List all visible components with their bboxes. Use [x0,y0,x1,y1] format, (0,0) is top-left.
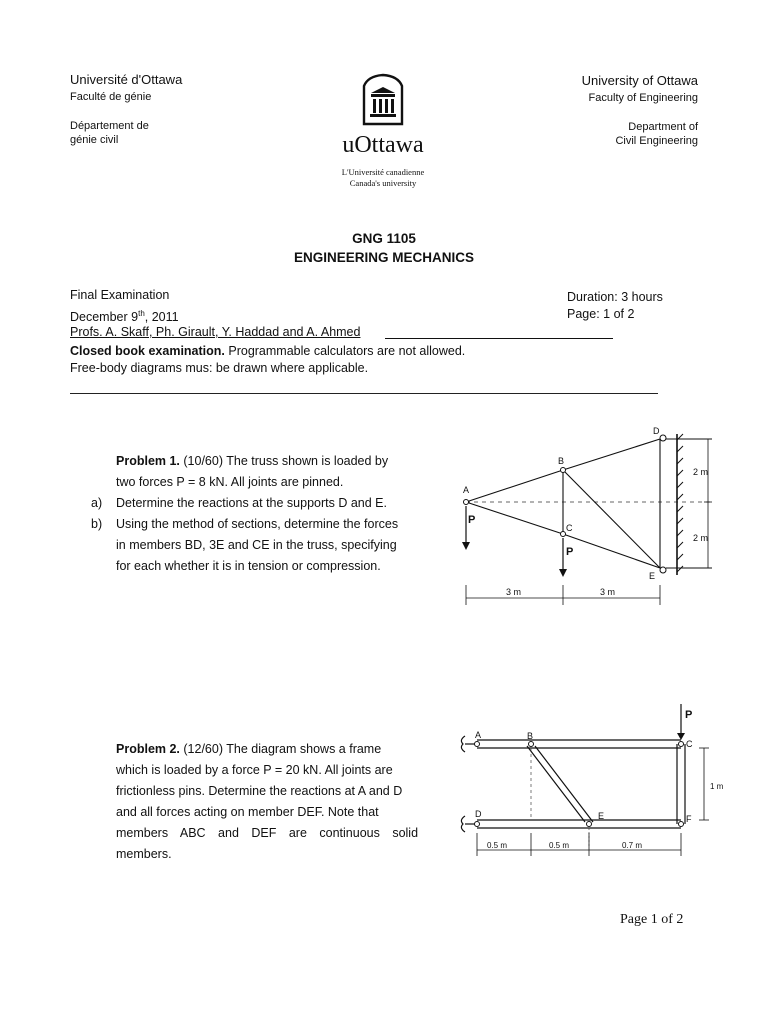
label-joint-d: D [475,809,482,819]
header-department-en-1: Department of [628,121,698,133]
header-university-en: University of Ottawa [581,73,698,88]
university-crest-icon [358,72,408,127]
dim-label-05m-2: 0.5 m [549,841,570,850]
load-arrow-a [462,506,470,550]
header-department-en-2: Civil Engineering [615,135,698,147]
joint-a [475,742,480,747]
exam-page: Page: 1 of 2 [567,307,635,321]
problem2-text-line3: frictionless pins. Determine the reactions at A and D [116,784,403,798]
label-joint-a: A [475,730,482,740]
logo-tagline-en: Canada's university [349,178,417,188]
load-label-p: P [685,709,693,721]
exam-type: Final Examination [70,288,170,302]
label-joint-e: E [649,571,656,581]
member-abc [477,740,681,748]
header-faculty-en: Faculty of Engineering [588,92,698,104]
dim-label-1m: 1 m [710,782,724,791]
exam-professors: Profs. A. Skaff, Ph. Girault, Y. Haddad and A. Ahmed [70,325,361,339]
problem1-item-a-marker: a) [91,496,103,510]
joint-b [561,468,566,473]
label-joint-e: E [598,811,605,821]
dim-label-2m-2: 2 m [693,533,709,543]
profs-underline [385,338,613,339]
joint-e [660,567,666,573]
header-university-fr: Université d'Ottawa [70,72,183,87]
label-joint-c: C [566,523,573,533]
problem1-text-line2: two forces P = 8 kN. All joints are pinned. [116,475,344,489]
dimension-vertical [699,748,709,820]
joint-f [679,822,684,827]
joint-d [475,822,480,827]
problem2-text-line2: which is loaded by a force P = 20 kN. All joints are [116,763,393,777]
logo-tagline-fr: L'Université canadienne [341,167,425,177]
member-cf [677,744,685,824]
exam-duration: Duration: 3 hours [567,290,663,304]
load-arrow-p [677,704,685,740]
problem1-truss-figure [450,420,725,610]
footer-page-number: Page 1 of 2 [620,912,684,927]
load-label-a: P [468,514,476,526]
label-joint-c: C [686,739,693,749]
joint-d [660,435,666,441]
joint-b [529,742,534,747]
course-name: ENGINEERING MECHANICS [293,250,474,265]
joint-a [464,500,469,505]
header-department-fr-2: génie civil [70,134,119,146]
problem2-text-line1: Problem 2. (12/60) The diagram shows a frame [116,742,382,756]
dim-label-3m-2: 3 m [600,587,616,597]
problem1-wall-support [677,434,683,575]
dim-label-2m-1: 2 m [693,467,709,477]
problem2-frame-figure [455,698,730,870]
label-joint-f: F [686,814,692,824]
label-joint-d: D [653,426,660,436]
header-department-fr-1: Département de [70,120,149,132]
exam-rules-2: Free-body diagrams mus: be drawn where applicable. [70,361,369,375]
problem1-item-b-line2: in members BD, 3E and CE in the truss, specifying [116,538,397,552]
problem1-item-b-marker: b) [91,517,103,531]
load-label-c: P [566,546,574,558]
dimension-horizontal [477,833,681,856]
label-joint-b: B [558,456,565,466]
problem2-text-line5: members ABC and DEF are continuous solid [116,826,419,840]
section-divider [70,393,658,394]
dim-label-07m: 0.7 m [622,841,643,850]
label-joint-a: A [463,485,470,495]
joint-e [587,822,592,827]
dim-label-3m-1: 3 m [506,587,522,597]
course-code: GNG 1105 [352,231,416,246]
header-faculty-fr: Faculté de génie [70,91,152,103]
joint-c [679,742,684,747]
logo-wordmark: uOttawa [342,132,424,158]
dim-label-05m-1: 0.5 m [487,841,508,850]
member-be [527,746,593,822]
label-joint-b: B [527,731,534,741]
problem1-item-a: Determine the reactions at the supports D and E. [116,496,387,510]
problem1-item-b-line1: Using the method of sections, determine the forces [116,517,399,531]
joint-c [561,532,566,537]
exam-date: December 9th, 2011 [70,309,179,325]
problem2-text-line4: and all forces acting on member DEF. Note that [116,805,379,819]
member-def [477,820,681,828]
problem1-text-line1: Problem 1. (10/60) The truss shown is loaded by [116,454,389,468]
exam-rules-1: Closed book examination. Programmable calculators are not allowed. [70,344,466,358]
problem1-item-b-line3: for each whether it is in tension or compression. [116,559,381,573]
problem2-text-line6: members. [116,847,172,861]
dimension-horizontal [466,585,660,605]
dimension-vertical [704,439,712,568]
